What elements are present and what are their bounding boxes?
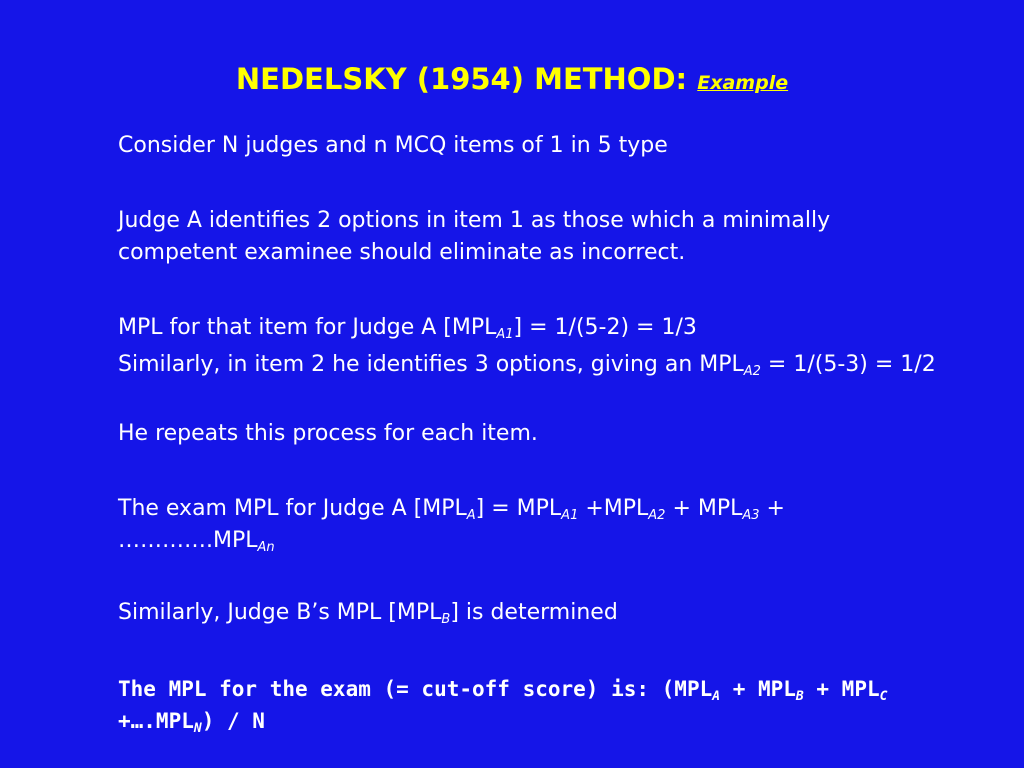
mpl-item1-subscript: A1: [496, 327, 514, 342]
exam-mpl-text-e: + ………….MPL: [118, 496, 785, 553]
paragraph-exam-mpl-judge-a: [118, 493, 938, 557]
slide-title-main: NEDELSKY (1954) METHOD:: [235, 62, 688, 96]
cutoff-text-d: +….MPL: [118, 709, 194, 733]
paragraph-cutoff-score: [118, 673, 938, 737]
exam-mpl-sub-b: A1: [561, 508, 579, 523]
cutoff-sub-b: B: [795, 689, 804, 704]
exam-mpl-text-a: The exam MPL for Judge A [MPL: [118, 496, 467, 521]
exam-mpl-sub-a: A: [466, 508, 476, 523]
paragraph-judge-b: [118, 597, 938, 629]
exam-mpl-text-b: ] = MPL: [475, 496, 562, 521]
paragraph-mpl-item2: [118, 349, 938, 381]
paragraph-repeat: He repeats this process for each item.: [118, 421, 538, 446]
judge-b-subscript: B: [441, 612, 451, 627]
mpl-item2-text-a: Similarly, in item 2 he identifies 3 options, giving an MPL: [118, 352, 744, 377]
cutoff-text-e: ) / N: [201, 709, 265, 733]
mpl-item1-text-b: ] = 1/(5-2) = 1/3: [513, 315, 697, 340]
mpl-item2-subscript: A2: [743, 364, 761, 379]
exam-mpl-sub-d: A3: [742, 508, 760, 523]
paragraph-judge-a: Judge A identifies 2 options in item 1 as those which a minimally competent examinee should eliminate as incorrect.: [118, 208, 831, 265]
cutoff-sub-c: C: [879, 689, 888, 704]
mpl-item2-text-b: = 1/(5-3) = 1/2: [760, 352, 936, 377]
exam-mpl-text-d: + MPL: [665, 496, 743, 521]
mpl-item1-text-a: MPL for that item for Judge A [MPL: [118, 315, 497, 340]
cutoff-text-c: + MPL: [803, 677, 880, 701]
slide-title-subtitle: Example: [697, 72, 789, 94]
cutoff-text-a: The MPL for the exam (= cut-off score) is: (MPL: [118, 677, 713, 701]
paragraph-mpl-item1: [118, 312, 938, 344]
cutoff-text-b: + MPL: [720, 677, 796, 701]
exam-mpl-sub-e: An: [257, 540, 275, 555]
paragraph-setup: Consider N judges and n MCQ items of 1 in 5 type: [118, 133, 668, 158]
exam-mpl-text-c: +MPL: [578, 496, 649, 521]
judge-b-text-b: ] is determined: [450, 600, 618, 625]
judge-b-text-a: Similarly, Judge B’s MPL [MPL: [118, 600, 442, 625]
cutoff-sub-d: N: [193, 721, 202, 736]
cutoff-sub-a: A: [712, 689, 721, 704]
exam-mpl-sub-c: A2: [648, 508, 666, 523]
slide-title: [0, 62, 1024, 96]
